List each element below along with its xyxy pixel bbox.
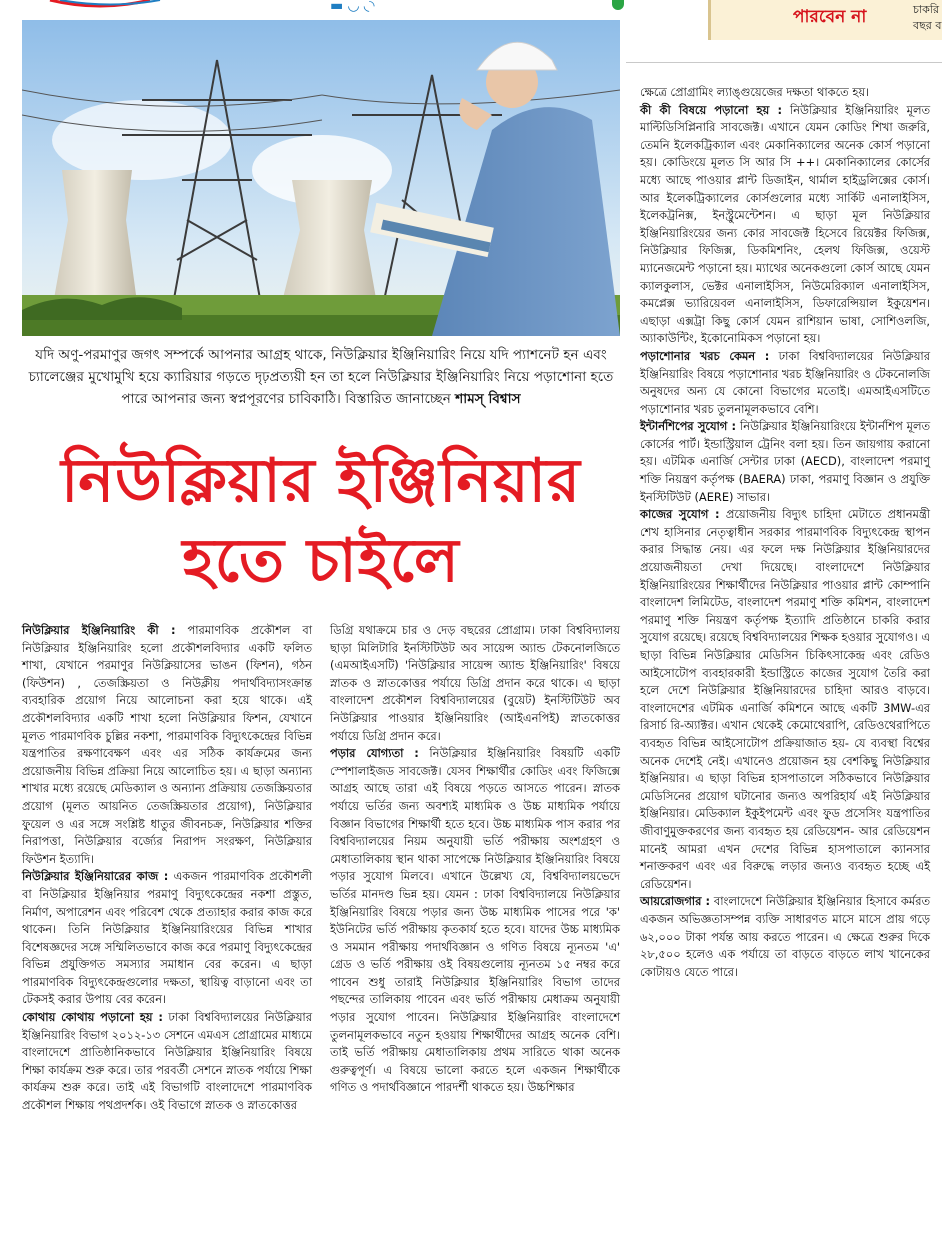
paragraph-text: পারমাণবিক প্রকৌশল বা নিউক্লিয়ার ইঞ্জিনিয়ারিং হলো প্রকৌশলবিদ্যার একটি ফলিত শাখা, যেখানে পরমাণুর নিউক্লিয়াসের ভাঙন (ফিশন), গঠন (ফিউশন) , তেজস্ক্রিয়তা ও নিউক্লীয় পদার্থবিদ্যাসংক্রান্ত ব্যবহারিক প্রয়োগ নিয়ে আলোচনা করা হয়ে থাকে। এই প্রকৌশলবিদ্যার একটি শাখা হলো নিউক্লিয়ার ফিশন, যেখানে মূলত পারমাণবিক চুল্লির নকশা, পারমাণবিক বিদ্যুৎকেন্দ্রের বিভিন্ন যন্ত্রপাতির রক্ষণাবেক্ষণ এবং এর সঠিক কার্যক্রমের জন্য প্রয়োজনীয় বিভিন্ন প্রক্রিয়া নিয়ে আলোচিত হয়। এ ছাড়া অন্যান্য শাখার মধ্যে রয়েছে মেডিক্যাল ও অন্যান্য প্রক্রিয়ায় তেজস্ক্রিয়তার প্রয়োগ (মূলত আয়নিত তেজস্ক্রিয়তার প্রয়োগ), নিউক্লিয়ার ফুয়েল ও এর সঙ্গে সংশ্লিষ্ট ধাতুর জীবনচক্র, নিউক্লিয়ার শক্তির নিরাপত্তা, নিউক্লিয়ার বর্জ্যের নিরাপদ সংরক্ষণ, নিউক্লিয়ার ফিউশন ইত্যাদি।: [22, 623, 312, 866]
headline-line-1: নিউক্লিয়ার ইঞ্জিনিয়ার: [61, 446, 581, 516]
teaser-text: চাকরি বছর ব: [913, 3, 942, 32]
intro-caption: [22, 344, 620, 410]
article-paragraph: [640, 506, 930, 893]
article-column-1: [22, 622, 312, 1115]
headline-line-2: হতে চাইলে: [182, 526, 460, 596]
section-heading: নিউক্লিয়ার ইঞ্জিনিয়ারিং কী :: [22, 623, 176, 637]
section-heading: ইন্টার্নশিপের সুযোগ :: [640, 419, 737, 434]
paragraph-text: ডিগ্রি যথাক্রমে চার ও দেড় বছরের প্রোগ্রাম। ঢাকা বিশ্ববিদ্যালয় ছাড়া মিলিটারি ইনস্টিটিউট অব সায়েন্স অ্যান্ড টেকনোলজিতে (এমআইএসটি) 'নিউক্লিয়ার সায়েন্স অ্যান্ড ইঞ্জিনিয়ারিং' বিষয়ে স্নাতক ও স্নাতকোত্তর পর্যায়ে ডিগ্রি প্রদান করে থাকে। এ ছাড়া বাংলাদেশ প্রকৌশল বিশ্ববিদ্যালয়ের (বুয়েট) ইনস্টিটিউট অব নিউক্লিয়ার পাওয়ার ইঞ্জিনিয়ারিং (আইএনপিই) স্নাতকোত্তর পর্যায়ে ডিগ্রি প্রদান করে।: [330, 623, 620, 743]
paragraph-text: ঢাকা বিশ্ববিদ্যালয়ের নিউক্লিয়ার ইঞ্জিনিয়ারিং বিষয়ে পড়াশোনার খরচ ইঞ্জিনিয়ারিং ও টেকনোলজি অনুষদের অন্য যে কোনো বিভাগের মতোই। এমআইএসটিতে পড়াশোনার খরচ তুলনামূলকভাবে বেশি।: [640, 348, 930, 416]
paragraph-text: নিউক্লিয়ার ইঞ্জিনিয়ারিংয়ে ইন্টার্নশিপ মূলত কোর্সের পার্ট। ইন্ডাস্ট্রিয়াল ট্রেনিং বলা হয়। তিন জায়গায় করানো হয়। এটমিক এনার্জি সেন্টার ঢাকা (AECD), বাংলাদেশ পরমাণু শক্তি নিয়ন্ত্রণ কর্তৃপক্ষ (BAERA) ঢাকা, পরমাণু বিজ্ঞান ও প্রযুক্তি ইনস্টিটিউট (AERE) সাভার।: [640, 419, 930, 504]
article-paragraph: [330, 622, 620, 745]
article-paragraph: [640, 893, 930, 981]
article-paragraph: [640, 84, 930, 102]
section-heading: পড়াশোনার খরচ কেমন :: [640, 348, 770, 363]
paragraph-text: ক্ষেত্রে প্রোগ্রামিং ল্যাঙ্গুয়েজের দক্ষতা থাকতে হয়।: [640, 85, 870, 99]
author-name: শামস্ বিশ্বাস: [455, 391, 521, 407]
article-paragraph: [22, 1009, 312, 1115]
teaser-title: পারবেন না: [793, 7, 867, 27]
paragraph-text: বাংলাদেশে নিউক্লিয়ার ইঞ্জিনিয়ার হিসাবে কর্মরত একজন অভিজ্ঞতাসম্পন্ন ব্যক্তি সাধারণত মাসে মাসে প্রায় গড়ে ৬২,০০০ টাকা পর্যন্ত আয় করতে পারেন। এ ক্ষেত্রে শুরুর দিকে ২৮,৫০০ হলেও এক পর্যায়ে তা বাড়তে বাড়তে লাখ খানেকের কোটায়ও যেতে পারে।: [640, 894, 931, 979]
green-dot-icon: [612, 0, 624, 10]
svg-text:▬ ◡ ◟◝: ▬ ◡ ◟◝: [330, 0, 375, 14]
article-paragraph: [22, 868, 312, 1009]
paragraph-text: প্রয়োজনীয় বিদ্যুৎ চাহিদা মেটাতে প্রধানমন্ত্রী শেখ হাসিনার নেতৃত্বাধীন সরকার পারমাণবিক বিদ্যুৎকেন্দ্র স্থাপন করার সিদ্ধান্ত নেয়। এর ফলে দক্ষ নিউক্লিয়ার ইঞ্জিনিয়ারদের প্রয়োজনীয়তা দেখা দিয়েছে। বাংলাদেশে নিউক্লিয়ার ইঞ্জিনিয়ারিংয়ের শিক্ষার্থীদের নিউক্লিয়ার পাওয়ার প্লান্ট কোম্পানি বাংলাদেশ লিমিটেড, বাংলাদেশ পরমাণু শক্তি কমিশন, বাংলাদেশ পরমাণু শক্তি নিয়ন্ত্রণ কর্তৃপক্ষ ইত্যাদি প্রতিষ্ঠানে চাকরি করার সুযোগ রয়েছে। রয়েছে বিশ্ববিদ্যালয়ের শিক্ষক হওয়ার সুযোগও। এ ছাড়া বিভিন্ন নিউক্লিয়ার মেডিসিন চিকিৎসাকেন্দ্র এবং রেডিও আইসোটোপ ব্যবহারকারী ইন্ডাস্ট্রিতে কাজের সুযোগ তৈরি করা হলে দেশে নিউক্লিয়ার ইঞ্জিনিয়ারদের চাহিদা আরও বাড়বে। বাংলাদেশের এটমিক এনার্জি কমিশনে আছে একটি 3MW-এর রিসার্চ রি-অ্যাক্টর। এখান থেকেই কেমোথেরাপি, রেডিওথেরাপিতে ব্যবহৃত বিভিন্ন আইসোটোপ প্রক্রিয়াজাত হয়- যে ব্যবস্থা বিশ্বের অনেক দেশেই নেই। এখানেও প্রয়োজন হয় বেশকিছু নিউক্লিয়ার ইঞ্জিনিয়ার। এ ছাড়া বিভিন্ন হাসপাতালে সঠিকভাবে নিউক্লিয়ার মেডিসিনের প্রয়োগ ঘটানোর জন্যও অপরিহার্য এই নিউক্লিয়ার ইঞ্জিনিয়ার। মেডিক্যাল ইকুইপমেন্ট এবং ফুড প্রসেসিং যন্ত্রপাতির জীবাণুমুক্তকরণের জন্য ব্যবহৃত হয় রেডিয়েশন- আর রেডিয়েশন মানেই আমরা এখন দেশের বিভিন্ন হাসপাতালে ক্যানসার শনাক্তকরণ এবং এর বিরুদ্ধে লড়ার জন্যও ব্যবহৃত হচ্ছে এই রেডিয়েশন।: [640, 507, 930, 891]
masthead-strip: [0, 0, 620, 14]
paragraph-text: ঢাকা বিশ্ববিদ্যালয়ের নিউক্লিয়ার ইঞ্জিনিয়ারিং বিভাগ ২০১২-১৩ সেশনে এমএস প্রোগ্রামের মাধ্যমে বাংলাদেশে প্রাতিষ্ঠানিকভাবে নিউক্লিয়ার ইঞ্জিনিয়ারিং বিষয়ে শিক্ষা কার্যক্রম শুরু করে। তার পরবর্তী সেশনে স্নাতক পর্যায়ে শিক্ষা কার্যক্রম শুরু করে। তাই এই বিভাগটি বাংলাদেশে পারমাণবিক প্রকৌশল শিক্ষায় পথপ্রদর্শক। ওই বিভাগে স্নাতক ও স্নাতকোত্তর: [22, 1010, 312, 1113]
paragraph-text: একজন পারমাণবিক প্রকৌশলী বা নিউক্লিয়ার ইঞ্জিনিয়ার পরমাণু বিদ্যুৎকেন্দ্রের নকশা প্রস্তুত, নির্মাণ, অপারেশন এবং পরিবেশ থেকে প্রত্যাহার করার কাজ করে থাকেন। তিনি নিউক্লিয়ার ইঞ্জিনিয়ারিংয়ের বিভিন্ন শাখার বিশেষজ্ঞদের সঙ্গে সম্মিলিতভাবে কাজ করে পরমাণু বিদ্যুৎকেন্দ্রের বিভিন্ন প্রযুক্তিগত সমস্যার সমাধান বের করেন। এ ছাড়া পারমাণবিক বিদ্যুৎকেন্দ্রগুলোর দক্ষতা, স্থায়িত্ব বাড়ানো এবং তা টেকসই করার উপায় বের করেন।: [22, 869, 312, 1007]
article-paragraph: [640, 418, 930, 506]
section-heading: কী কী বিষয়ে পড়ানো হয় :: [640, 102, 783, 117]
section-heading: নিউক্লিয়ার ইঞ্জিনিয়ারের কাজ :: [22, 869, 169, 884]
column-divider: [626, 62, 942, 63]
article-column-2: [330, 622, 620, 1097]
section-heading: কাজের সুযোগ :: [640, 507, 720, 522]
article-paragraph: [330, 745, 620, 1097]
hero-photo: [22, 20, 620, 336]
article-paragraph: [22, 622, 312, 868]
section-heading: আয়রোজগার :: [640, 894, 711, 909]
section-heading: পড়ার যোগ্যতা :: [330, 746, 419, 761]
article-paragraph: [640, 348, 930, 418]
paragraph-text: নিউক্লিয়ার ইঞ্জিনিয়ারিং মূলত মাল্টিডিসিপ্লিনারি সাবজেক্ট। এখানে যেমন কোডিং শিখা জরুরি, তেমনি ইলেকট্রিক্যাল এবং মেকানিক্যালের অনেক কোর্স পড়ানো হয়। কোডিংয়ে মূলত সি আর সি ++। মেকানিক্যালের কোর্সের মধ্যে আছে পাওয়ার প্লান্ট ডিজাইন, থার্মাল হাইড্রলিক্সের কোর্স। আর ইলেকট্রিক্যালের কোর্সগুলোর মধ্যে সার্কিট এনালাইসিস, ইলেকট্রনিক্স, ইনস্ট্রুমেন্টেশন। এ ছাড়া মূল নিউক্লিয়ার ইঞ্জিনিয়ারিংয়ের জন্য কোর সাবজেক্ট হিসেবে রিয়েক্টর ফিজিক্স, নিউক্লিয়ার ফিজিক্স, ডিকমিশনিং, হেলথ ফিজিক্স, ওয়েস্ট ম্যানেজমেন্ট পড়ানো হয়। ম্যাথের অনেকগুলো কোর্স আছে যেমন ক্যালকুলাস, ভেক্টর এনালাইসিস, নিউমেরিক্যাল এনালাইসিস, কমপ্লেক্স ভ্যারিয়েবল এনালাইসিস, ডিফারেন্সিয়াল ইকুয়েশন। এছাড়া এক্সট্রা কিছু কোর্স যেমন রাশিয়ান ভাষা, সোশিওলজি, অ্যাকাউন্টিং, ইকোনোমিকস পড়ানো হয়।: [640, 102, 930, 346]
article-paragraph: [640, 102, 930, 348]
side-teaser-box: [708, 0, 942, 40]
intro-text: যদি অণু-পরমাণুর জগৎ সম্পর্কে আপনার আগ্রহ থাকে, নিউক্লিয়ার ইঞ্জিনিয়ারিং নিয়ে যদি প্যাশনেট হন এবং চ্যালেঞ্জের মুখোমুখি হয়ে ক্যারিয়ার গড়তে দৃঢ়প্রত্যয়ী হন তা হলে নিউক্লিয়ার ইঞ্জিনিয়ারিং নিয়ে পড়াশোনা হতে পারে আপনার জন্য স্বপ্নপূরণের চাবিকাঠি। বিস্তারিত জানাচ্ছেন: [28, 347, 614, 407]
article-column-3: [640, 84, 930, 981]
paragraph-text: নিউক্লিয়ার ইঞ্জিনিয়ারিং বিষয়টি একটি স্পেশালাইজড সাবজেক্ট। যেসব শিক্ষার্থীর কোডিং এবং ফিজিক্সে আগ্রহ আছে তারা এই বিষয়ে পড়তে আসতে পারেন। স্নাতক পর্যায়ে ভর্তির জন্য অবশ্যই মাধ্যমিক ও উচ্চ মাধ্যমিক পর্যায়ে বিজ্ঞান বিভাগের শিক্ষার্থী হতে হবে। উচ্চ মাধ্যমিক পাস করার পর বিশ্ববিদ্যালয়ের নিয়ম অনুযায়ী ভর্তি পরীক্ষায় অংশগ্রহণ ও মেধাতালিকায় স্থান থাকা সাপেক্ষে নিউক্লিয়ার ইঞ্জিনিয়ারিং বিষয়ে পড়ার সুযোগ মিলবে। এখানে উল্লেখ্য যে, বিশ্ববিদ্যালয়ভেদে ভর্তির মানদণ্ড ভিন্ন হয়। যেমন : ঢাকা বিশ্ববিদ্যালয়ে নিউক্লিয়ার ইঞ্জিনিয়ারিং বিষয়ে পড়ার জন্য উচ্চ মাধ্যমিক পাসের পরে 'ক' ইউনিটের ভর্তি পরীক্ষায় কৃতকার্য হতে হবে। যাদের উচ্চ মাধ্যমিক ও সমমান পরীক্ষায় পদার্থবিজ্ঞান ও গণিত বিষয়ে ন্যূনতম 'এ' গ্রেড ও ভর্তি পরীক্ষায় ওই বিষয়গুলোয় ন্যূনতম ১৫ নম্বর করে পাবেন শুধু তারাই নিউক্লিয়ার ইঞ্জিনিয়ারিং বিভাগ তাদের পছন্দের তালিকায় পাবেন এবং ভর্তি পরীক্ষায় মেধাক্রম অনুযায়ী পড়ার সুযোগ পাবেন। নিউক্লিয়ার ইঞ্জিনিয়ারিং বাংলাদেশে তুলনামূলকভাবে নতুন হওয়ায় শিক্ষার্থীদের আগ্রহ অনেক বেশি। তাই ভর্তি পরীক্ষায় মেধাতালিকায় প্রথম সারিতে থাকা অনেক গুরুত্বপূর্ণ। এ বিষয়ে ভালো করতে হলে একজন শিক্ষার্থীকে গণিত ও পদার্থবিজ্ঞানে পারদর্শী থাকতে হয়। উচ্চশিক্ষার: [330, 746, 620, 1095]
section-heading: কোথায় কোথায় পড়ানো হয় :: [22, 1010, 163, 1025]
